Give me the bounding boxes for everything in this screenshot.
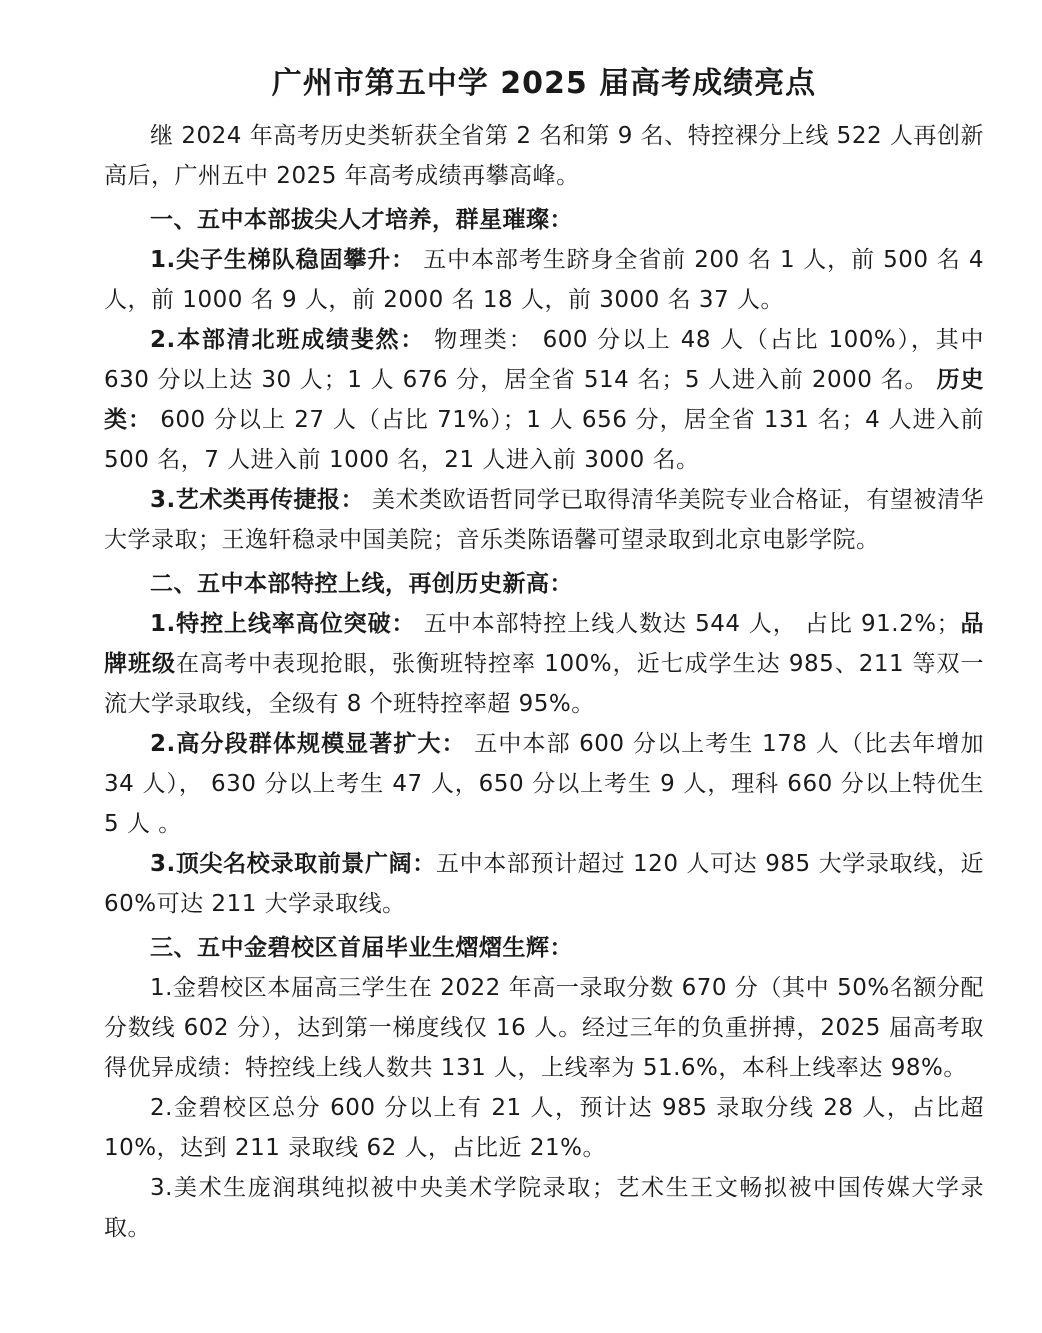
item-text: 物理类： 600 分以上 48 人（占比 100%），其中 630 分以上达 30 人；1 人 676 分，居全省 514 名；5 人进入前 2000 名。 (104, 327, 984, 393)
item-text: 五中本部预计超过 120 人可达 985 大学录取线，近 60%可达 211 大学录取线。 (104, 851, 984, 917)
section-3-item-1 (104, 968, 984, 1088)
item-text: 五中本部考生跻身全省前 200 名 1 人，前 500 名 4 人，前 1000 名 9 人，前 2000 名 18 人，前 3000 名 37 人。 (104, 247, 984, 313)
section-2-item-1 (104, 604, 984, 724)
item-text: 五中本部特控上线人数达 544 人， 占比 91.2%； (415, 611, 961, 637)
item-lead: 3.艺术类再传捷报： (150, 487, 365, 513)
section-heading-3: 三、五中金碧校区首届毕业生熠熠生辉： (150, 935, 573, 961)
item-lead: 2.本部清北班成绩斐然： (150, 327, 426, 353)
item-text-secondary: 600 分以上 27 人（占比 71%）；1 人 656 分，居全省 131 名；4 人进入前 500 名，7 人进入前 1000 名，21 人进入前 3000 名。 (104, 407, 984, 473)
item-text: 3.美术生庞润琪纯拟被中央美术学院录取；艺术生王文畅拟被中国传媒大学录取。 (104, 1175, 984, 1241)
intro-paragraph: 继 2024 年高考历史类斩获全省第 2 名和第 9 名、特控裸分上线 522 人再创新高后，广州五中 2025 年高考成绩再攀高峰。 (104, 123, 984, 189)
item-lead-secondary: 品牌班级 (104, 611, 985, 677)
section-1-item-3 (104, 480, 984, 560)
section-2-item-2 (104, 724, 984, 844)
item-lead: 3.顶尖名校录取前景广阔： (150, 851, 436, 877)
item-lead: 1.特控上线率高位突破： (150, 611, 416, 637)
section-3-item-2 (104, 1088, 984, 1168)
section-1-item-2 (104, 320, 984, 480)
section-3-item-3 (104, 1168, 984, 1248)
section-heading-1: 一、五中本部拔尖人才培养，群星璀璨： (150, 207, 573, 233)
item-text-secondary: 在高考中表现抢眼，张衡班特控率 100%，近七成学生达 985、211 等双一流大学录取线，全级有 8 个班特控率超 95%。 (104, 651, 984, 717)
item-text: 1.金碧校区本届高三学生在 2022 年高一录取分数 670 分（其中 50%名额分配分数线 602 分），达到第一梯度线仅 16 人。经过三年的负重拼搏，2025 届高考取得优异成绩：特控线上线人数共 131 人，上线率为 51.6%，本科上线率达 98%。 (104, 975, 984, 1081)
section-heading-2: 二、五中本部特控上线，再创历史新高： (150, 571, 573, 597)
item-text: 美术类欧语哲同学已取得清华美院专业合格证，有望被清华大学录取；王逸轩稳录中国美院；音乐类陈语馨可望录取到北京电影学院。 (104, 487, 985, 553)
document-body (104, 58, 984, 1248)
item-text: 2.金碧校区总分 600 分以上有 21 人，预计达 985 录取分线 28 人，占比超 10%，达到 211 录取线 62 人，占比近 21%。 (104, 1095, 984, 1161)
section-1-item-1 (104, 240, 984, 320)
item-lead-secondary: 历史类： (104, 367, 985, 433)
document-title: 广州市第五中学 2025 届高考成绩亮点 (271, 66, 817, 101)
item-lead: 2.高分段群体规模显著扩大： (150, 731, 466, 757)
section-2-item-3 (104, 844, 984, 924)
item-lead: 1.尖子生梯队稳固攀升： (150, 247, 416, 273)
item-text: 五中本部 600 分以上考生 178 人（比去年增加 34 人）， 630 分以上考生 47 人，650 分以上考生 9 人，理科 660 分以上特优生 5 人 。 (104, 731, 984, 837)
